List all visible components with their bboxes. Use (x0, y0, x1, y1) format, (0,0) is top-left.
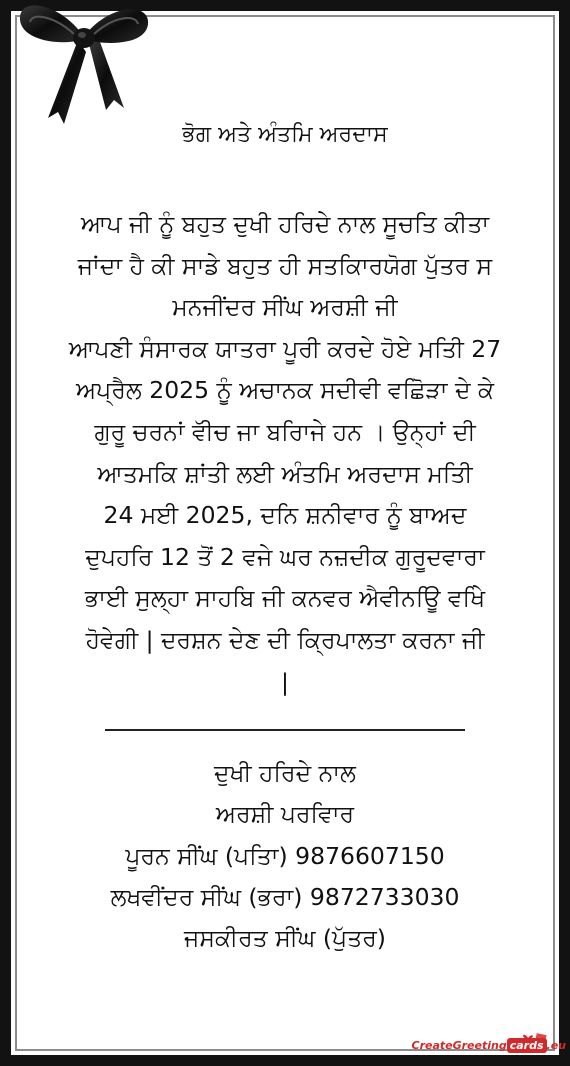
announcement-line: ਜਾਂਦਾ ਹੈ ਕੀ ਸਾਡੇ ਬਹੁਤ ਹੀ ਸਤਕਿਾਰਯੋਗ ਪੁੱਤਰ ਸ (77, 251, 493, 280)
announcement-line: ਭਾਈ ਸੁਲ੍ਹਾ ਸਾਹਬਿ ਜੀ ਕਨਵਰ ਐਵੀਨਊਿ ਵਖਿੇ (84, 584, 486, 613)
contact-line: ਜਸਕੀਰਤ ਸੀਂਘ (ਪੁੱਤਰ) (184, 923, 386, 952)
announcement-line: ਆਪਣੀ ਸੰਸਾਰਕ ਯਾਤਰਾ ਪੂਰੀ ਕਰਦੇ ਹੋਏ ਮਤਿੀ 27 (68, 334, 502, 363)
announcement-line: ਗੁਰੂ ਚਰਨਾਂ ਵੀੱਚ ਜਾ ਬਰਿਾਜੇ ਹਨ । ਉਨ੍ਹਾਂ ਦੀ (94, 417, 476, 446)
contact-line: ਲਖਵੀਂਦਰ ਸੀਂਘ (ਭਰਾ) 9872733030 (110, 882, 460, 911)
signature-line: ਅਰਸ਼ੀ ਪਰਵਿਾਰ (215, 800, 355, 829)
announcement-text (26, 204, 544, 703)
announcement-line: ਅਪ੍ਰੈਲ 2025 ਨੂੰ ਅਚਾਨਕ ਸਦੀਵੀ ਵਛਿੋੜਾ ਦੇ ਕੇ (75, 376, 495, 405)
family-signature (26, 753, 544, 959)
card-content (26, 118, 544, 959)
watermark-link[interactable] (412, 1039, 567, 1052)
announcement-line: ਹੋਵੇਗੀ | ਦਰਸ਼ਨ ਦੇਣ ਦੀ ਕ੍ਰਿਪਾਲਤਾ ਕਰਨਾ ਜੀ (85, 625, 485, 654)
announcement-line: 24 ਮਈ 2025, ਦਨਿ ਸ਼ਨੀਵਾਰ ਨੂੰ ਬਾਅਦ (103, 501, 467, 530)
watermark-brand: CreateGreeting (411, 1039, 507, 1052)
signature-line: ਦੁਖੀ ਹਰਿਦੇ ਨਾਲ (214, 759, 356, 788)
black-ribbon-bow-icon (8, 0, 158, 125)
card-title: ਭੋਗ ਅਤੇ ਅੰਤਮਿ ਅਰਦਾਸ (182, 122, 388, 147)
watermark-tld: .eu (546, 1039, 566, 1052)
divider-line (105, 729, 465, 731)
announcement-line: ਮਨਜੀਂਦਰ ਸੀਂਘ ਅਰਸ਼ੀ ਜੀ (172, 293, 398, 322)
watermark-cards: cards (507, 1038, 547, 1053)
announcement-line: | (281, 667, 289, 696)
announcement-line: ਆਪ ਜੀ ਨੂੰ ਬਹੁਤ ਦੁਖੀ ਹਰਿਦੇ ਨਾਲ ਸੂਚਤਿ ਕੀਤਾ (80, 210, 490, 238)
contact-line: ਪੂਰਨ ਸੀਂਘ (ਪਤਿਾ) 9876607150 (125, 841, 445, 870)
announcement-line: ਆਤਮਕਿ ਸ਼ਾਂਤੀ ਲਈ ਅੰਤਮਿ ਅਰਦਾਸ ਮਤਿੀ (97, 459, 473, 488)
announcement-line: ਦੁਪਹਰਿ 12 ਤੋਂ 2 ਵਜੇ ਘਰ ਨਜ਼ਦੀਕ ਗੁਰੂਦਵਾਰਾ (85, 542, 485, 571)
